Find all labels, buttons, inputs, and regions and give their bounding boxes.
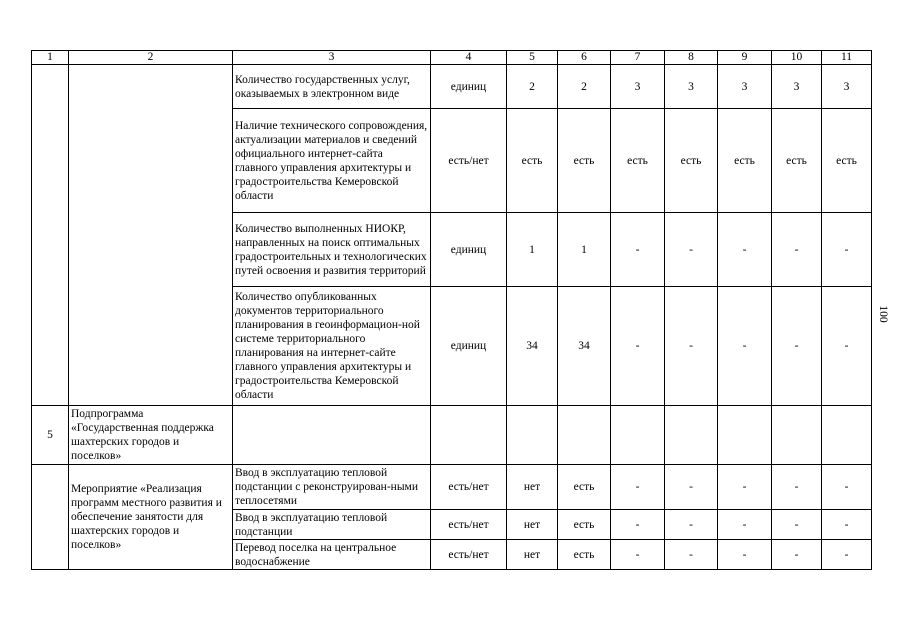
value-cell: -: [822, 465, 872, 510]
column-header: 7: [611, 51, 665, 65]
measure-cell: Мероприятие «Реализация программ местного развития и обеспечение занятости для шахтерских городов и поселков»: [69, 465, 233, 570]
unit-cell: есть/нет: [431, 510, 507, 540]
value-cell: нет: [507, 510, 558, 540]
empty-cell: [611, 406, 665, 465]
unit-cell: есть/нет: [431, 109, 507, 213]
column-header: 2: [69, 51, 233, 65]
empty-cell: [431, 406, 507, 465]
value-cell: -: [611, 213, 665, 287]
page-number: 100: [877, 305, 889, 323]
empty-cell: [665, 406, 718, 465]
value-cell: -: [611, 465, 665, 510]
value-cell: 3: [772, 65, 822, 109]
indicator-cell: Ввод в эксплуатацию тепловой подстанции: [233, 510, 431, 540]
value-cell: -: [611, 510, 665, 540]
empty-cell: [822, 406, 872, 465]
column-header: 11: [822, 51, 872, 65]
value-cell: есть: [558, 540, 611, 570]
value-cell: 2: [507, 65, 558, 109]
value-cell: есть: [822, 109, 872, 213]
unit-cell: единиц: [431, 65, 507, 109]
table-row: [32, 465, 872, 510]
indicator-cell: Количество выполненных НИОКР, направленных на поиск оптимальных градостроительных и технологических путей освоения и развития территорий: [233, 213, 431, 287]
value-cell: -: [611, 540, 665, 570]
value-cell: -: [718, 540, 772, 570]
value-cell: -: [772, 213, 822, 287]
value-cell: нет: [507, 540, 558, 570]
unit-cell: единиц: [431, 287, 507, 406]
value-cell: есть: [611, 109, 665, 213]
value-cell: -: [718, 287, 772, 406]
value-cell: -: [718, 510, 772, 540]
value-cell: -: [665, 287, 718, 406]
value-cell: 1: [558, 213, 611, 287]
column-header: 10: [772, 51, 822, 65]
empty-cell: [507, 406, 558, 465]
column-header: 8: [665, 51, 718, 65]
value-cell: -: [772, 540, 822, 570]
value-cell: 3: [822, 65, 872, 109]
value-cell: есть: [558, 465, 611, 510]
unit-cell: есть/нет: [431, 540, 507, 570]
indicator-cell: Количество государственных услуг, оказываемых в электронном виде: [233, 65, 431, 109]
table-row: [32, 65, 872, 109]
indicator-cell: Количество опубликованных документов территориального планирования в геоинформацион-ной системе территориального планирования на интернет-сайте главного управления архитектуры и градостроительства Кемеровской области: [233, 287, 431, 406]
value-cell: 1: [507, 213, 558, 287]
value-cell: -: [772, 465, 822, 510]
value-cell: есть: [772, 109, 822, 213]
value-cell: -: [718, 465, 772, 510]
value-cell: нет: [507, 465, 558, 510]
empty-cell: [233, 406, 431, 465]
value-cell: 34: [558, 287, 611, 406]
unit-cell: есть/нет: [431, 465, 507, 510]
column-header: 9: [718, 51, 772, 65]
value-cell: -: [718, 213, 772, 287]
value-cell: 3: [718, 65, 772, 109]
value-cell: есть: [507, 109, 558, 213]
unit-cell: единиц: [431, 213, 507, 287]
value-cell: 3: [611, 65, 665, 109]
value-cell: -: [822, 287, 872, 406]
empty-cell: [558, 406, 611, 465]
value-cell: -: [665, 540, 718, 570]
subprogram-title: Подпрограмма «Государственная поддержка шахтерских городов и поселков»: [69, 406, 233, 465]
header-row: [32, 51, 872, 65]
value-cell: 3: [665, 65, 718, 109]
number-cell-empty: [32, 65, 69, 406]
column-header: 1: [32, 51, 69, 65]
number-cell-empty: [32, 465, 69, 570]
value-cell: есть: [718, 109, 772, 213]
value-cell: есть: [665, 109, 718, 213]
value-cell: 2: [558, 65, 611, 109]
value-cell: -: [772, 510, 822, 540]
value-cell: есть: [558, 510, 611, 540]
indicator-cell: Наличие технического сопровождения, актуализации материалов и сведений официального интернет-сайта главного управления архитектуры и градостроительства Кемеровской области: [233, 109, 431, 213]
indicators-table: [31, 50, 872, 570]
empty-cell: [718, 406, 772, 465]
value-cell: -: [822, 510, 872, 540]
value-cell: -: [822, 213, 872, 287]
indicator-cell: Перевод поселка на центральное водоснабжение: [233, 540, 431, 570]
column-header: 6: [558, 51, 611, 65]
value-cell: -: [665, 465, 718, 510]
value-cell: 34: [507, 287, 558, 406]
value-cell: -: [772, 287, 822, 406]
value-cell: есть: [558, 109, 611, 213]
value-cell: -: [611, 287, 665, 406]
subprogram-number: 5: [32, 406, 69, 465]
measure-cell-empty: [69, 65, 233, 406]
column-header: 4: [431, 51, 507, 65]
subprogram-row: [32, 406, 872, 465]
column-header: 3: [233, 51, 431, 65]
value-cell: -: [822, 540, 872, 570]
indicator-cell: Ввод в эксплуатацию тепловой подстанции с реконструирован-ными теплосетями: [233, 465, 431, 510]
value-cell: -: [665, 213, 718, 287]
empty-cell: [772, 406, 822, 465]
column-header: 5: [507, 51, 558, 65]
value-cell: -: [665, 510, 718, 540]
